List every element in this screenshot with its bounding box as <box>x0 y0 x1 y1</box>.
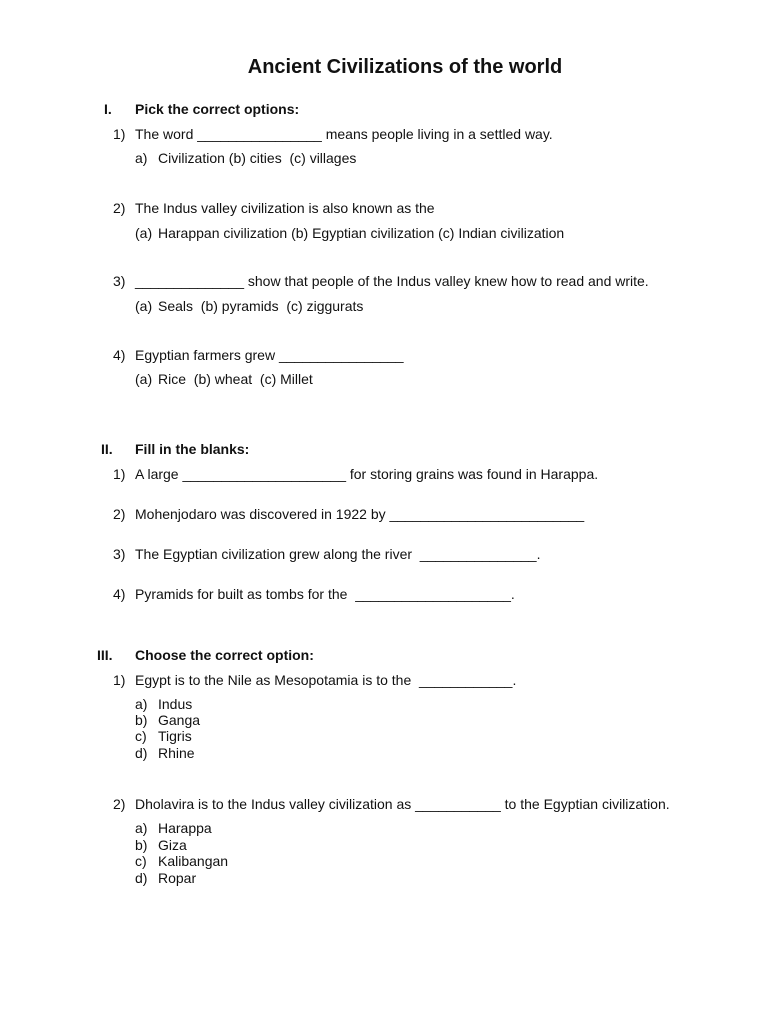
s2-q2-text: Mohenjodaro was discovered in 1922 by _________________________ <box>135 506 585 522</box>
s3-q1-choice-a-label: a) <box>135 696 148 712</box>
s1-q1-number: 1) <box>113 126 126 142</box>
s1-q4-text: Egyptian farmers grew ________________ <box>135 347 404 363</box>
s3-q2-choice-a: Harappa <box>158 820 212 836</box>
section-1-numeral: I. <box>104 101 112 117</box>
s3-q2-choice-c-label: c) <box>135 853 147 869</box>
s3-q1-choice-a: Indus <box>158 696 193 712</box>
s1-q2-option-label: (a) <box>135 225 153 241</box>
s2-q3-number: 3) <box>113 546 126 562</box>
s2-q1-text: A large _____________________ for storing grains was found in Harappa. <box>135 466 599 482</box>
s1-q3-option-label: (a) <box>135 298 153 314</box>
s1-q1-text: The word ________________ means people living in a settled way. <box>135 126 553 142</box>
s2-q2-number: 2) <box>113 506 126 522</box>
s3-q2-choice-b-label: b) <box>135 837 148 853</box>
s2-q4-text: Pyramids for built as tombs for the ____________________. <box>135 586 515 602</box>
s3-q1-choice-b-label: b) <box>135 712 148 728</box>
page-title: Ancient Civilizations of the world <box>247 56 563 78</box>
s3-q2-choice-c: Kalibangan <box>158 853 229 869</box>
s3-q2-choice-b: Giza <box>158 837 187 853</box>
s2-q3-text: The Egyptian civilization grew along the river _______________. <box>135 546 541 562</box>
s1-q4-options: Rice (b) wheat (c) Millet <box>158 371 313 387</box>
section-3-numeral: III. <box>97 647 113 663</box>
s3-q1-choice-d-label: d) <box>135 745 148 761</box>
s3-q2-text: Dholavira is to the Indus valley civilization as ___________ to the Egyptian civilization. <box>135 796 670 812</box>
s1-q3-number: 3) <box>113 273 126 289</box>
s1-q2-text: The Indus valley civilization is also known as the <box>135 200 435 216</box>
s1-q3-options: Seals (b) pyramids (c) ziggurats <box>158 298 364 314</box>
s3-q2-number: 2) <box>113 796 126 812</box>
s3-q2-choice-d-label: d) <box>135 870 148 886</box>
section-3-heading: Choose the correct option: <box>135 647 314 663</box>
section-1-heading: Pick the correct options: <box>135 101 300 117</box>
s1-q1-option-label: a) <box>135 150 148 166</box>
s3-q1-choice-c-label: c) <box>135 728 147 744</box>
s1-q2-options: Harappan civilization (b) Egyptian civilization (c) Indian civilization <box>158 225 565 241</box>
s3-q2-choice-d: Ropar <box>158 870 197 886</box>
s1-q4-option-label: (a) <box>135 371 153 387</box>
s3-q1-choice-c: Tigris <box>158 728 192 744</box>
s2-q1-number: 1) <box>113 466 126 482</box>
s2-q4-number: 4) <box>113 586 126 602</box>
s3-q1-text: Egypt is to the Nile as Mesopotamia is to the ____________. <box>135 672 517 688</box>
s1-q3-text: ______________ show that people of the Indus valley knew how to read and write. <box>135 273 649 289</box>
s1-q2-number: 2) <box>113 200 126 216</box>
section-2-numeral: II. <box>101 441 113 457</box>
section-2-heading: Fill in the blanks: <box>135 441 250 457</box>
s1-q4-number: 4) <box>113 347 126 363</box>
s3-q1-choice-b: Ganga <box>158 712 201 728</box>
s3-q1-choice-d: Rhine <box>158 745 195 761</box>
s1-q1-options: Civilization (b) cities (c) villages <box>158 150 357 166</box>
s3-q2-choice-a-label: a) <box>135 820 148 836</box>
s3-q1-number: 1) <box>113 672 126 688</box>
